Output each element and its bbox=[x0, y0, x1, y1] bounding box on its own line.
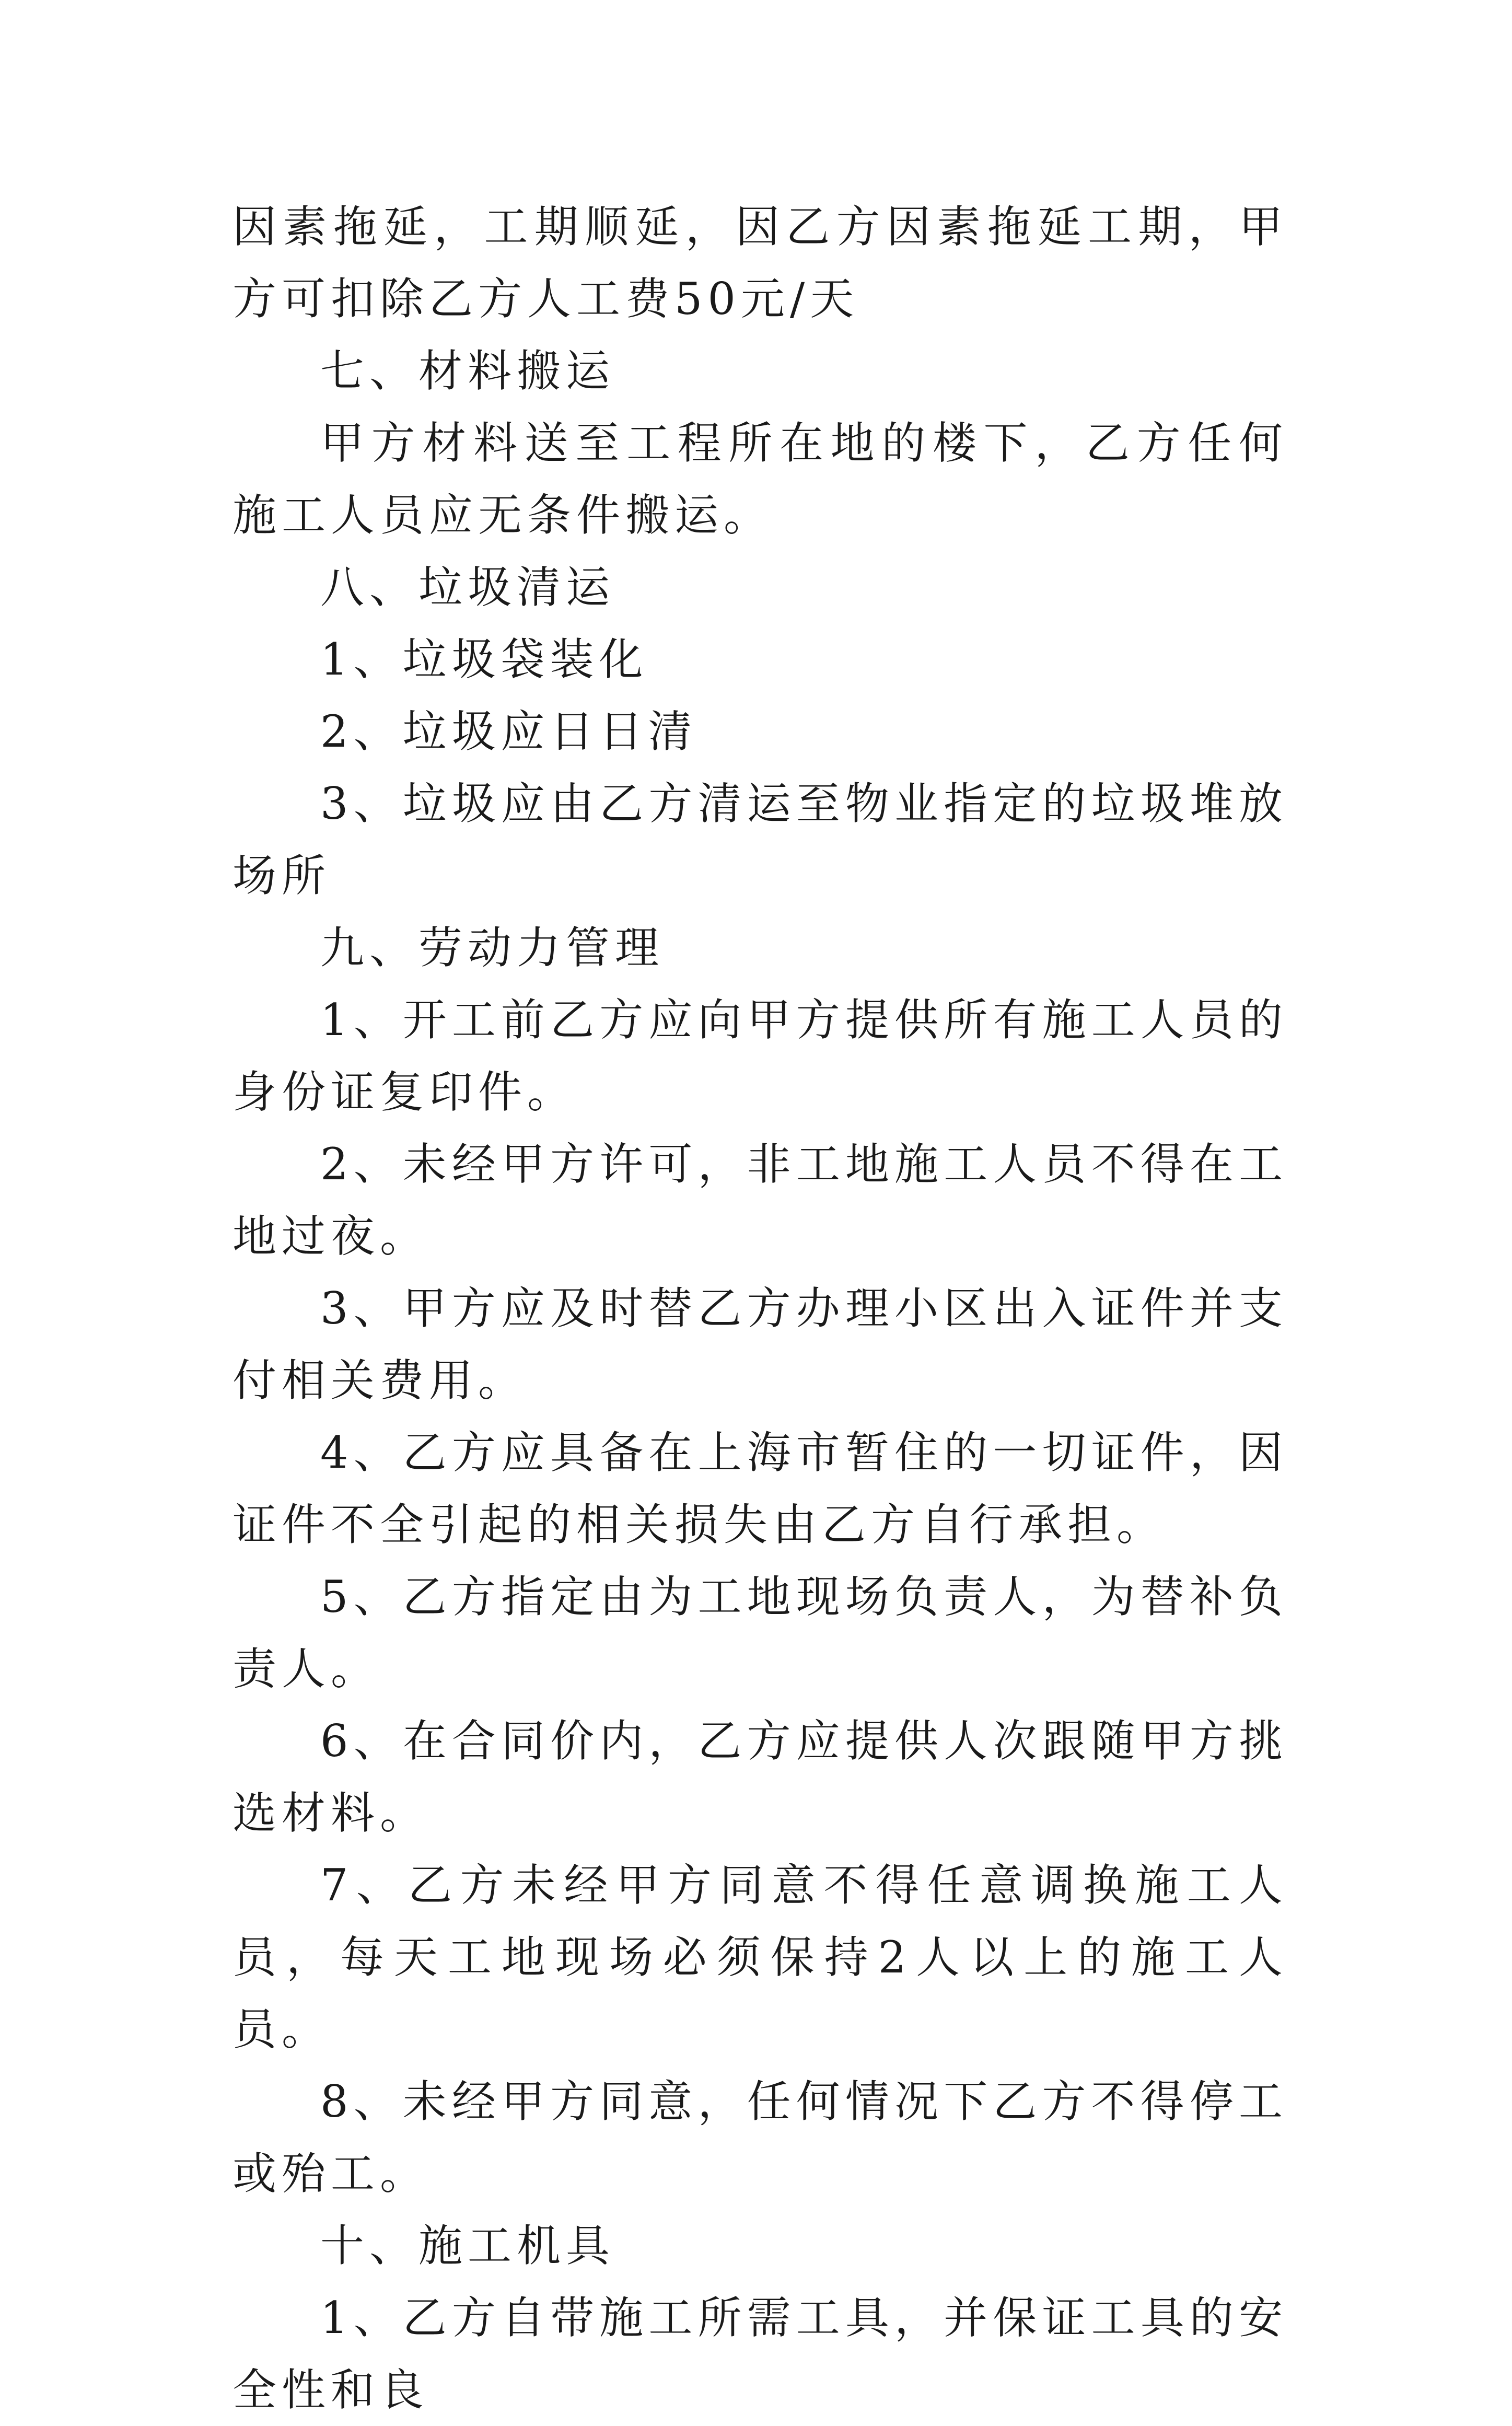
section-heading-labor-management: 九、劳动力管理 bbox=[320, 922, 665, 973]
list-item-labor-4: 4、乙方应具备在上海市暂住的一切证件，因证件不全引起的相关损失由乙方自行承担。 bbox=[232, 1427, 1288, 1550]
list-item-labor-7: 7、乙方未经甲方同意不得任意调换施工人员，每天工地现场必须保持2人以上的施工人员。 bbox=[232, 1860, 1288, 2055]
section-heading-material-transport: 七、材料搬运 bbox=[320, 345, 615, 397]
list-item-labor-8: 8、未经甲方同意，任何情况下乙方不得停工或殆工。 bbox=[232, 2076, 1288, 2199]
list-item-tools-1: 1、乙方自带施工所需工具，并保证工具的安全性和良 bbox=[232, 2292, 1288, 2416]
list-item-garbage-3: 3、垃圾应由乙方清运至物业指定的垃圾堆放场所 bbox=[232, 778, 1288, 901]
section-heading-construction-tools: 十、施工机具 bbox=[320, 2220, 615, 2271]
document-body bbox=[232, 191, 1288, 2426]
list-item-labor-1: 1、开工前乙方应向甲方提供所有施工人员的身份证复印件。 bbox=[232, 994, 1288, 1118]
paragraph-material-transport: 甲方材料送至工程所在地的楼下，乙方任何施工人员应无条件搬运。 bbox=[232, 417, 1288, 541]
list-item-garbage-2: 2、垃圾应日日清 bbox=[320, 706, 697, 757]
paragraph-delay-penalty: 因素拖延，工期顺延，因乙方因素拖延工期，甲方可扣除乙方人工费50元/天 bbox=[232, 201, 1288, 324]
list-item-labor-5: 5、乙方指定由为工地现场负责人，为替补负责人。 bbox=[232, 1571, 1288, 1694]
list-item-labor-6: 6、在合同价内，乙方应提供人次跟随甲方挑选材料。 bbox=[232, 1715, 1288, 1839]
list-item-labor-3: 3、甲方应及时替乙方办理小区出入证件并支付相关费用。 bbox=[232, 1283, 1288, 1406]
list-item-labor-2: 2、未经甲方许可，非工地施工人员不得在工地过夜。 bbox=[232, 1139, 1288, 1262]
list-item-garbage-1: 1、垃圾袋装化 bbox=[320, 634, 648, 685]
section-heading-garbage-removal: 八、垃圾清运 bbox=[320, 562, 615, 613]
